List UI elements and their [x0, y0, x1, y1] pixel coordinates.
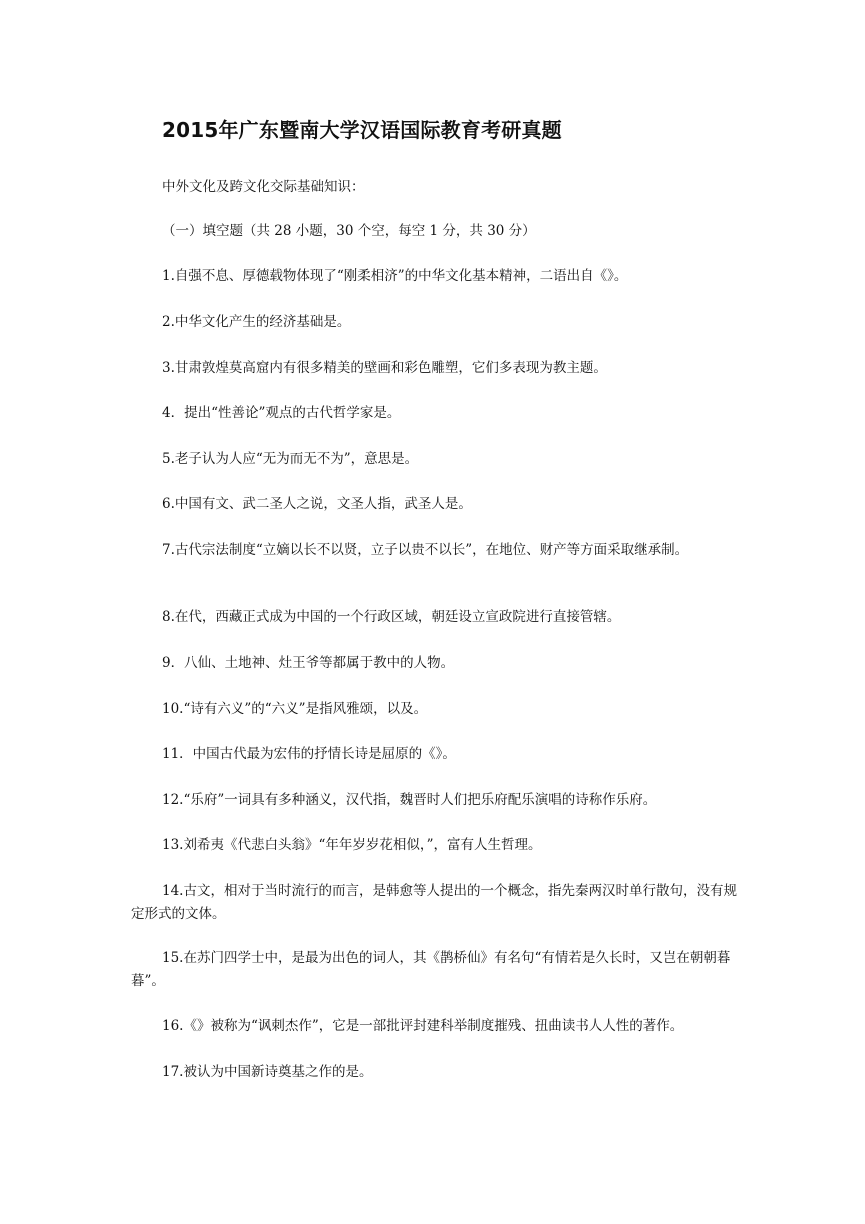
question-4: 4．提出“性善论”观点的古代哲学家是。 [162, 405, 401, 421]
question-5: 5.老子认为人应“无为而无不为”，意思是。 [162, 451, 419, 467]
question-17: 17.被认为中国新诗奠基之作的是。 [162, 1064, 373, 1080]
question-8: 8.在代，西藏正式成为中国的一个行政区域，朝廷设立宣政院进行直接管辖。 [162, 609, 621, 625]
question-7: 7.古代宗法制度“立嫡以长不以贤，立子以贵不以长”，在地位、财产等方面采取继承制。 [162, 542, 689, 558]
question-6: 6.中国有文、武二圣人之说，文圣人指，武圣人是。 [162, 496, 472, 512]
question-12: 12.“乐府”一词具有多种涵义，汉代指，魏晋时人们把乐府配乐演唱的诗称作乐府。 [162, 792, 657, 808]
question-2: 2.中华文化产生的经济基础是。 [162, 314, 351, 330]
question-14: 14.古文，相对于当时流行的而言，是韩愈等人提出的一个概念，指先秦两汉时单行散句，没有规定形式的文体。 [131, 883, 737, 922]
section-heading: 中外文化及跨文化交际基础知识： [162, 179, 365, 195]
question-15: 15.在苏门四学士中，是最为出色的词人，其《鹊桥仙》有名句“有情若是久长时，又岂在朝朝暮暮”。 [131, 950, 731, 989]
question-11: 11．中国古代最为宏伟的抒情长诗是屈原的《》。 [162, 746, 456, 762]
question-10: 10.“诗有六义”的“六义”是指风雅颂，以及。 [162, 701, 428, 717]
question-13: 13.刘希夷《代悲白头翁》“年年岁岁花相似，”，富有人生哲理。 [162, 837, 542, 853]
question-16: 16.《》被称为“讽刺杰作”，它是一部批评封建科举制度摧残、扭曲读书人人性的著作。 [162, 1018, 684, 1034]
page-title: 2015年广东暨南大学汉语国际教育考研真题 [162, 118, 562, 142]
question-9: 9．八仙、土地神、灶王爷等都属于教中的人物。 [162, 655, 455, 671]
question-1: 1.自强不息、厚德载物体现了“刚柔相济”的中华文化基本精神，二语出自《》。 [162, 268, 628, 284]
question-3: 3.甘肃敦煌莫高窟内有很多精美的壁画和彩色雕塑，它们多表现为教主题。 [162, 360, 607, 376]
part-heading: （一）填空题（共 28 小题，30 个空，每空 1 分，共 30 分） [162, 223, 536, 239]
